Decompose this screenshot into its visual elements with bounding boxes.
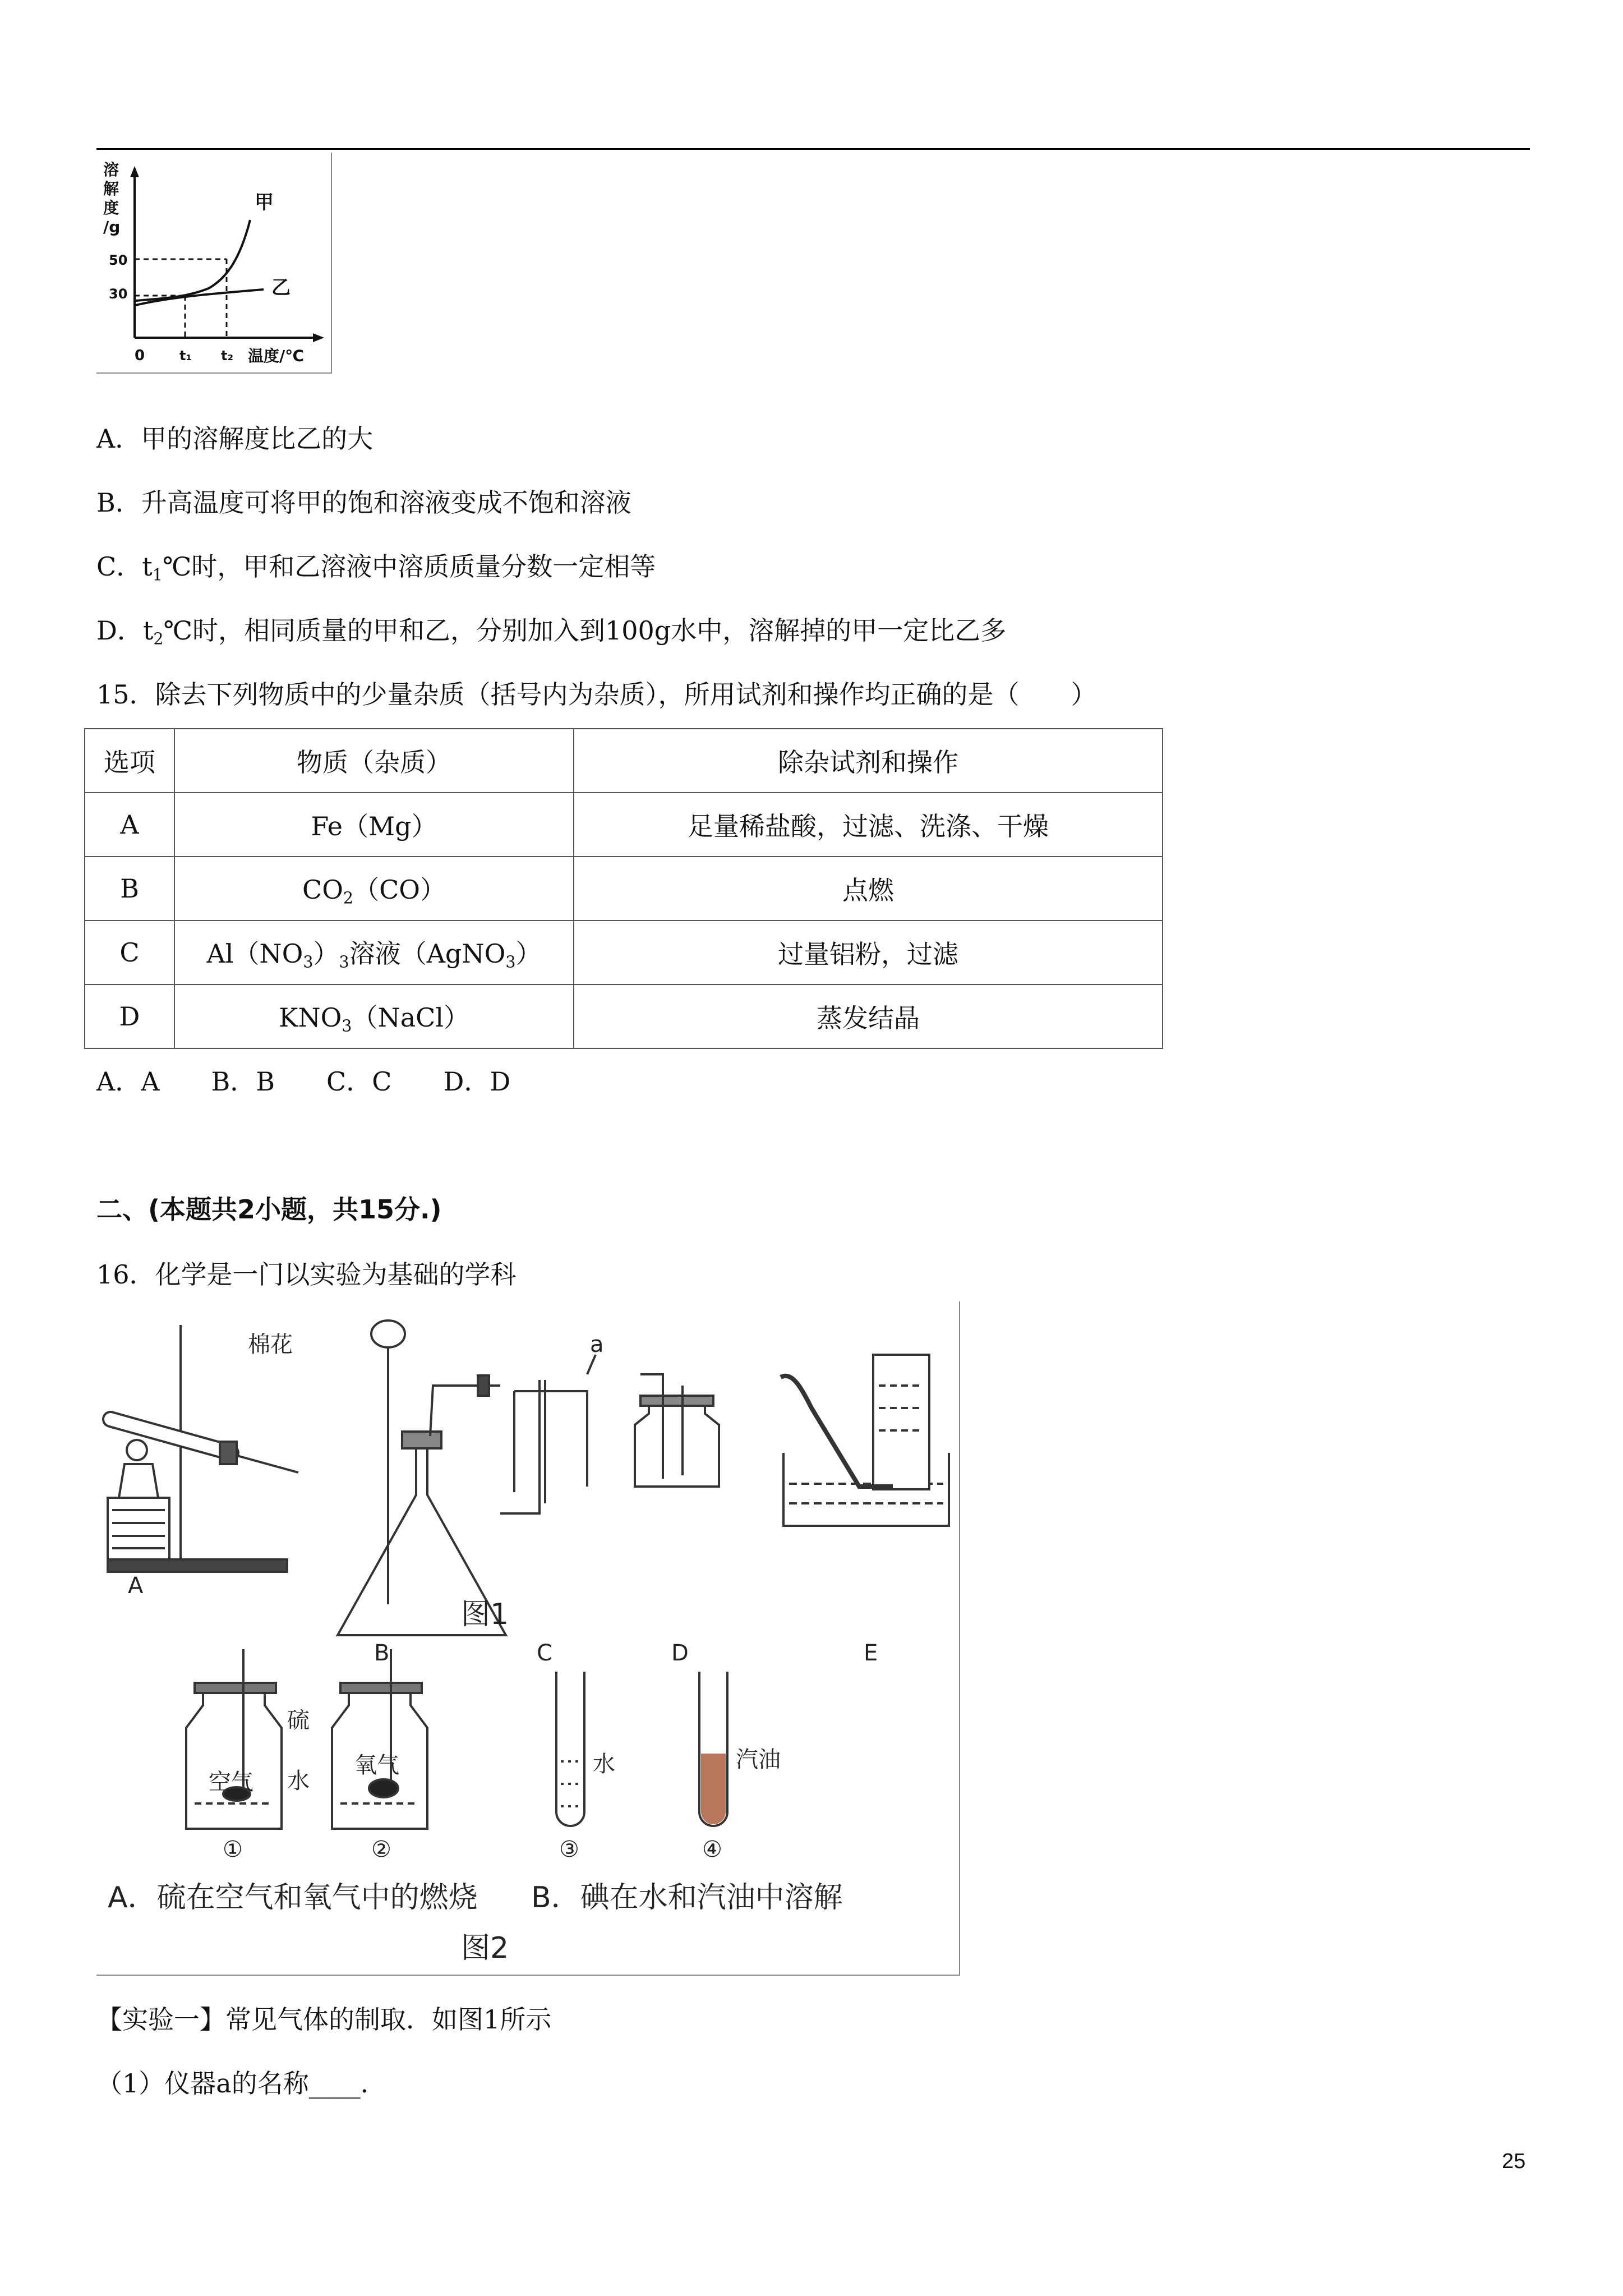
apparatus-e xyxy=(781,1355,949,1526)
row-d-sub-3: （NaCl） xyxy=(352,1002,470,1033)
row-b-substance xyxy=(174,857,574,921)
x-axis-arrow xyxy=(313,333,324,342)
label-c: C xyxy=(537,1640,552,1666)
page-number: 25 xyxy=(1502,2150,1526,2173)
table-row xyxy=(85,857,1163,921)
q14-c-sub: 1 xyxy=(152,565,163,585)
row-d-substance xyxy=(174,984,574,1048)
row-c-sub-4: 3 xyxy=(339,953,349,972)
row-c-method: 过量铝粉，过滤 xyxy=(574,921,1163,984)
q14-d-sub: 2 xyxy=(153,629,164,648)
label-air: 空气 xyxy=(209,1769,253,1795)
y-tick-50: 50 xyxy=(109,252,128,268)
experiment-figure-svg xyxy=(96,1301,959,1975)
fig2-caption-a: A．硫在空气和氧气中的燃烧 xyxy=(108,1881,478,1915)
apparatus-c xyxy=(500,1355,596,1513)
q14-option-a: A．甲的溶解度比乙的大 xyxy=(96,424,374,454)
table-row xyxy=(85,984,1163,1048)
label-b: B xyxy=(374,1640,390,1666)
series-label-jia: 甲 xyxy=(255,191,274,214)
label-num-2: ② xyxy=(371,1837,391,1862)
fig2-caption: 图2 xyxy=(461,1931,509,1965)
row-c-sub-6: 3 xyxy=(505,953,516,972)
q14-option-d xyxy=(96,614,1006,656)
row-b-sub-1: CO xyxy=(302,875,343,905)
header-substance: 物质（杂质） xyxy=(174,729,574,793)
q15-stem: 15．除去下列物质中的少量杂质（括号内为杂质），所用试剂和操作均正确的是（ ） xyxy=(96,679,1097,710)
q15-answers: A．A B．B C．C D．D xyxy=(96,1066,511,1097)
header-method: 除杂试剂和操作 xyxy=(574,729,1163,793)
solubility-chart xyxy=(96,153,332,374)
x-tick-0: 0 xyxy=(135,347,145,364)
label-a: A xyxy=(128,1573,144,1599)
label-gasoline: 汽油 xyxy=(736,1747,781,1773)
bottle-2 xyxy=(332,1649,427,1829)
row-d-sub-1: KNO xyxy=(278,1002,342,1033)
sulfur-spoon-2 xyxy=(369,1779,398,1797)
row-d-method: 蒸发结晶 xyxy=(574,984,1163,1048)
row-b-sub-2: 2 xyxy=(343,889,354,908)
row-c-sub-7: ） xyxy=(515,938,542,969)
apparatus-d xyxy=(635,1374,719,1487)
label-instrument-a: a xyxy=(590,1332,604,1358)
fig1-caption: 图1 xyxy=(461,1598,509,1631)
series-jia-curve xyxy=(136,220,250,301)
q16-stem: 16．化学是一门以实验为基础的学科 xyxy=(96,1259,517,1290)
table-row xyxy=(85,921,1163,984)
test-tube-3 xyxy=(556,1672,584,1826)
bottle-1 xyxy=(186,1649,282,1829)
header-option: 选项 xyxy=(85,729,174,793)
label-e: E xyxy=(864,1640,878,1666)
row-c-option: C xyxy=(85,921,174,984)
row-c-sub-3: ） xyxy=(313,938,339,969)
x-tick-t2: t₂ xyxy=(221,348,233,364)
q14-d-post: ℃时，相同质量的甲和乙，分别加入到100g水中，溶解掉的甲一定比乙多 xyxy=(163,615,1007,646)
fig2-caption-b: B．碘在水和汽油中溶解 xyxy=(531,1881,843,1915)
y-label-1: 溶 xyxy=(103,160,119,179)
row-c-sub-5: 溶液（AgNO xyxy=(349,938,506,969)
x-axis-label: 温度/℃ xyxy=(248,347,305,365)
section-heading: 二、(本题共2小题，共15分.) xyxy=(96,1194,442,1225)
apparatus-a xyxy=(108,1325,298,1572)
row-b-method: 点燃 xyxy=(574,857,1163,921)
label-water-tube: 水 xyxy=(593,1751,615,1777)
row-c-substance xyxy=(174,921,574,984)
header-rule xyxy=(96,148,1530,150)
table-header-row xyxy=(85,729,1163,793)
q14-option-c xyxy=(96,550,656,592)
q16-part-1: （1）仪器a的名称____． xyxy=(96,2068,386,2099)
label-num-4: ④ xyxy=(702,1837,722,1862)
label-num-1: ① xyxy=(223,1837,243,1862)
row-d-option: D xyxy=(85,984,174,1048)
table-row xyxy=(85,793,1163,857)
q14-c-pre: C．t xyxy=(96,551,153,582)
row-b-option: B xyxy=(85,857,174,921)
q14-option-b: B．升高温度可将甲的饱和溶液变成不饱和溶液 xyxy=(96,487,631,518)
row-c-sub-1: Al（NO xyxy=(206,938,303,969)
row-b-sub-3: （CO） xyxy=(353,875,446,905)
y-label-3: 度 xyxy=(103,199,119,217)
gasoline-solution xyxy=(701,1754,726,1824)
label-oxygen: 氧气 xyxy=(354,1752,399,1778)
experiment-one: 【实验一】常见气体的制取．如图1所示 xyxy=(96,2004,552,2035)
y-axis-arrow xyxy=(130,166,139,177)
experiment-figure xyxy=(96,1301,960,1976)
row-a-method: 足量稀盐酸，过滤、洗涤、干燥 xyxy=(574,793,1163,857)
row-a-option: A xyxy=(85,793,174,857)
q15-table xyxy=(84,728,1163,1049)
y-label-4: /g xyxy=(103,218,121,236)
apparatus-b xyxy=(338,1320,506,1635)
row-a-substance: Fe（Mg） xyxy=(174,793,574,857)
q14-c-post: ℃时，甲和乙溶液中溶质质量分数一定相等 xyxy=(162,551,656,582)
x-tick-t1: t₁ xyxy=(179,348,192,364)
row-c-sub-2: 3 xyxy=(303,953,313,972)
label-water: 水 xyxy=(287,1768,310,1794)
label-sulfur: 硫 xyxy=(287,1708,310,1733)
q14-d-pre: D．t xyxy=(96,615,154,646)
solubility-chart-svg xyxy=(96,153,331,372)
y-label-2: 解 xyxy=(103,180,119,198)
label-num-3: ③ xyxy=(559,1837,579,1862)
series-label-yi: 乙 xyxy=(271,277,291,299)
y-tick-30: 30 xyxy=(109,286,128,302)
label-d: D xyxy=(671,1640,689,1666)
row-d-sub-2: 3 xyxy=(342,1016,352,1036)
label-cotton: 棉花 xyxy=(248,1332,293,1358)
